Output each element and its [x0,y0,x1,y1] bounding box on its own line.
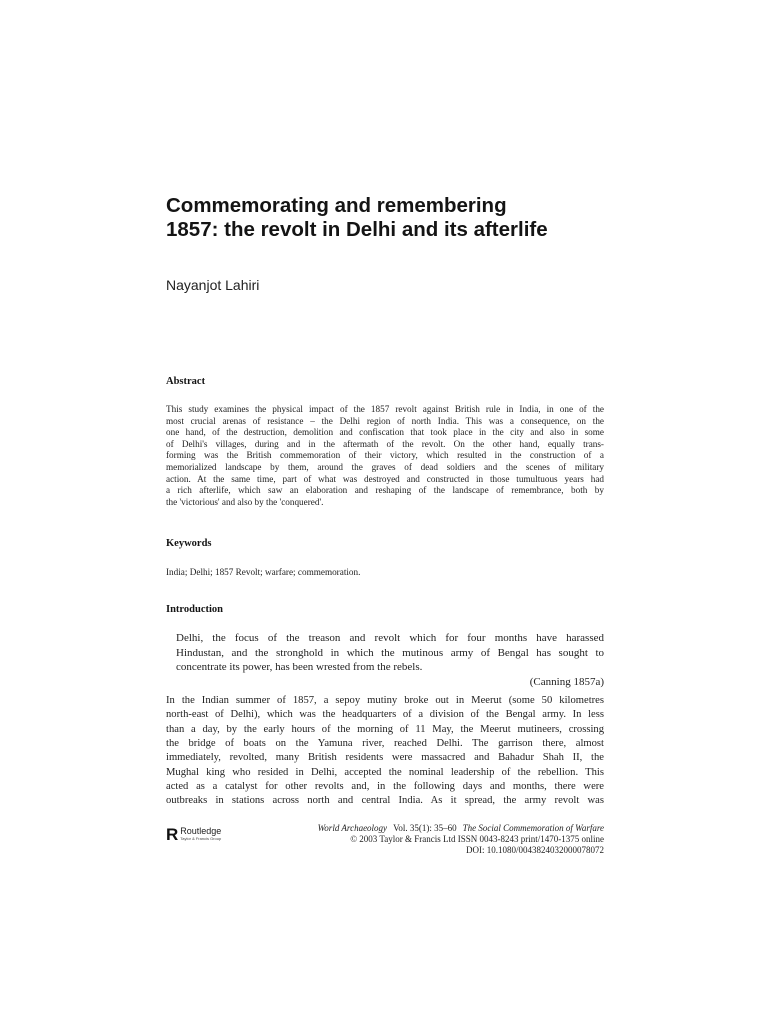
quote-line: concentrate its power, has been wrested from the rebels. [176,661,423,674]
journal-citation-line [318,823,604,834]
keywords-heading: Keywords [166,538,212,549]
body-line: acted as a catalyst for other revolts and, in the following days and months, there were [166,781,604,793]
publisher-name: Routledge [180,826,222,836]
introduction-body [166,694,604,809]
abstract-line: action. At the same time, part of what was destroyed and constructed in those tumultuous years had [166,473,604,484]
abstract-line: a rich afterlife, which saw an elaboration and reshaping of the landscape of remembrance, both by [166,485,604,496]
body-line: north-east of Delhi), which was the headquarters of a division of the Bengal army. In less [166,709,604,721]
copyright-line: © 2003 Taylor & Francis Ltd ISSN 0043-8243 print/1470-1375 online [350,834,604,845]
abstract-line: memorialized landscape by them, around the graves of dead soldiers and the scenes of military [166,461,604,472]
abstract-line: of Delhi's villages, during and in the aftermath of the revolt. On the other hand, equally trans- [166,438,604,449]
abstract-line: This study examines the physical impact of the 1857 revolt against British rule in India, in one of the [166,404,604,414]
abstract-line: most crucial arenas of resistance – the Delhi region of north India. This was a consequence, on the [166,415,604,426]
author-name: Nayanjot Lahiri [166,277,260,293]
keywords-line: India; Delhi; 1857 Revolt; warfare; commemoration. [166,567,361,577]
publisher-subtitle: Taylor & Francis Group [180,836,222,841]
quote-citation: (Canning 1857a) [529,676,604,688]
title-line: 1857: the revolt in Delhi and its afterlife [166,218,548,241]
abstract-heading: Abstract [166,376,206,387]
article-title [166,194,626,242]
body-line: In the Indian summer of 1857, a sepoy mutiny broke out in Meerut (some 50 kilometres [166,695,604,706]
body-line: Mughal king who resided in Delhi, accepted the nominal leadership of the rebellion. This [166,766,604,778]
issue-title: The Social Commemoration of Warfare [462,823,604,833]
epigraph-quote [176,631,604,675]
publisher-logo [166,826,221,843]
keywords-text [166,567,604,579]
abstract-text [166,404,604,508]
body-line: than a day, by the early hours of the morning of 11 May, the Meerut mutineers, crossing [166,723,604,735]
quote-line: Delhi, the focus of the treason and revolt which for four months have harassed [176,632,604,644]
abstract-line: the 'victorious' and also by the 'conquered'. [166,496,324,507]
doi-line: DOI: 10.1080/0043824032000078072 [466,845,604,856]
journal-volume: Vol. 35(1): 35–60 [393,823,457,833]
quote-line: Hindustan, and the stronghold in which the mutinous army of Bengal has sought to [176,646,604,659]
abstract-line: one hand, of the destruction, demolition and confiscation that took place in the city and also in some [166,427,604,438]
introduction-heading: Introduction [166,604,223,615]
journal-footer [318,823,604,857]
journal-name: World Archaeology [317,823,388,833]
abstract-line: forming was the British commemoration of their victory, which resulted in the construction of a [166,450,604,461]
title-line: Commemorating and remembering [166,194,507,217]
body-line: the bridge of boats on the Yamuna river, reached Delhi. The garrison there, almost [166,738,604,750]
body-line: outbreaks in stations across north and central India. As it spread, the army revolt was [166,795,604,807]
routledge-logo-icon: R [166,825,179,844]
body-line: immediately, revolted, many British residents were massacred and Bahadur Shah II, the [166,752,604,764]
